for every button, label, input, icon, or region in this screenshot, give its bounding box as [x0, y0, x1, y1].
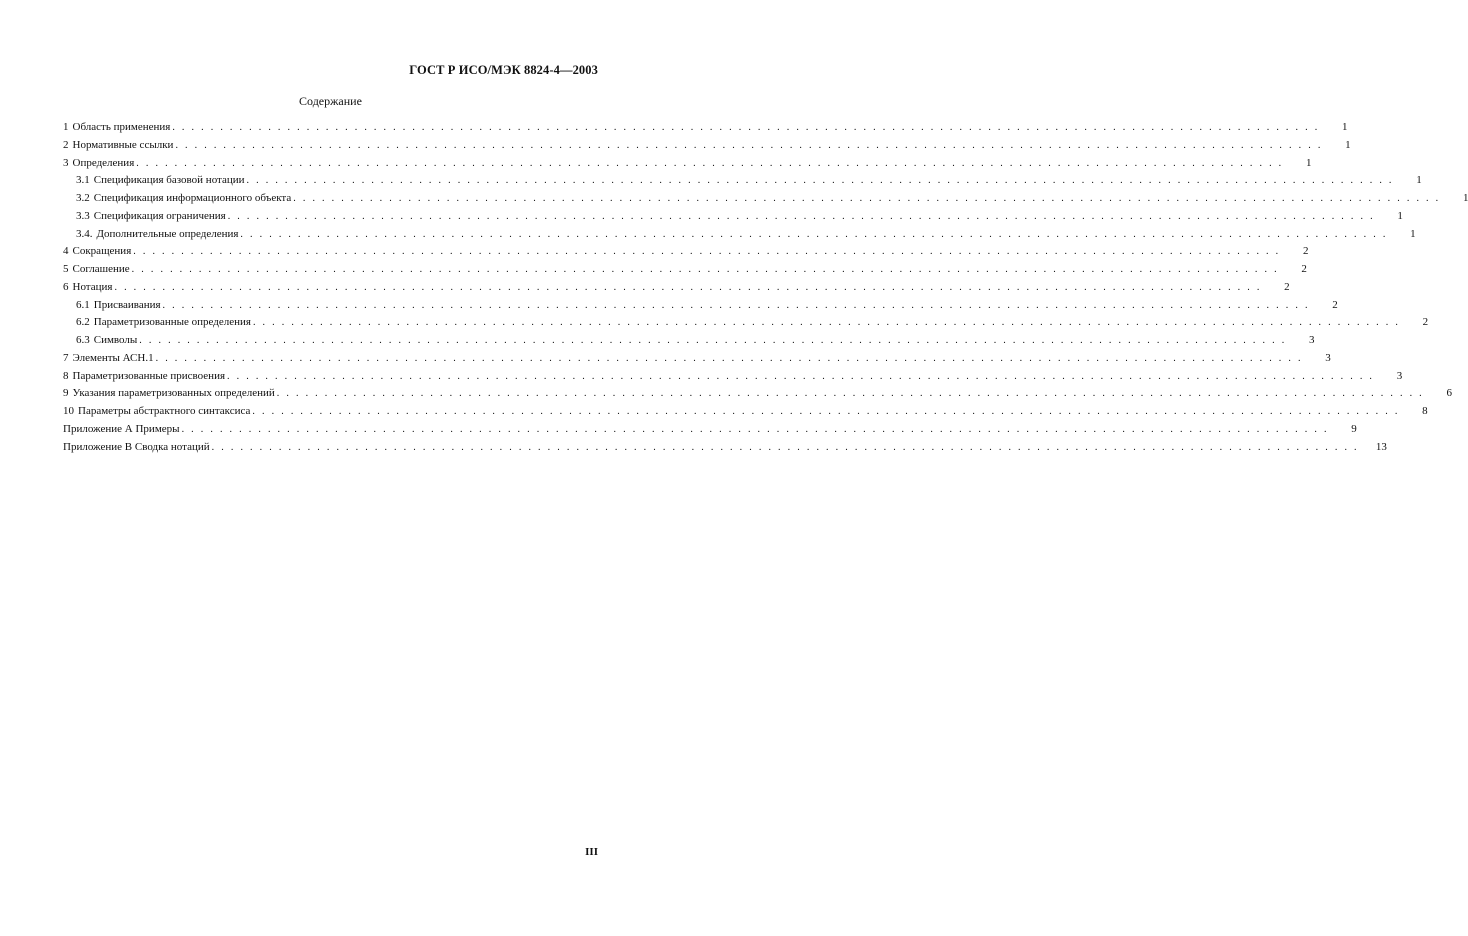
toc-entry-number: 1	[63, 121, 69, 133]
dot-leader: . . . . . . . . . . . . . . . . . . . . . . . . . . . . . . . . . . . . . . . . . . . . . . . . . . . . . . . . . . . . . . . . . . . . . . . . . . . . . . . . . . . . . . . . . . . . . . . . . . . . . . . . . . . . . . . . . . . . . . . .	[114, 281, 1262, 293]
toc-entry[interactable]	[63, 403, 1428, 421]
toc-entry-title: Определения	[72, 156, 135, 169]
toc-entry-title: Нормативные ссылки	[72, 138, 174, 151]
toc-entry-title: Дополнительные определения	[96, 227, 239, 240]
toc-entry-number: 6.3	[76, 334, 90, 346]
toc-entry-page: 1	[1397, 209, 1403, 222]
toc-entry-page: 1	[1342, 121, 1348, 133]
toc-entry[interactable]	[63, 421, 1357, 439]
toc-entry-page: 3	[1325, 351, 1331, 364]
toc-entry-page: 1	[1410, 227, 1416, 240]
toc-subentry[interactable]	[63, 314, 1429, 332]
dot-leader: . . . . . . . . . . . . . . . . . . . . . . . . . . . . . . . . . . . . . . . . . . . . . . . . . . . . . . . . . . . . . . . . . . . . . . . . . . . . . . . . . . . . . . . . . . . . . . . . . . . . . . . . . . . . . . . . . . . . . . . .	[252, 317, 1401, 329]
toc-entry[interactable]	[63, 243, 1309, 261]
toc-subentry[interactable]	[63, 172, 1422, 190]
page-number: III	[585, 846, 598, 858]
toc-entry-number: 4	[63, 245, 69, 258]
dot-leader: . . . . . . . . . . . . . . . . . . . . . . . . . . . . . . . . . . . . . . . . . . . . . . . . . . . . . . . . . . . . . . . . . . . . . . . . . . . . . . . . . . . . . . . . . . . . . . . . . . . . . . . . . . . . . . . . . . . . . . . .	[136, 157, 1284, 169]
toc-entry-page: 2	[1284, 280, 1290, 293]
toc-entry-number: 3.4.	[76, 227, 93, 240]
toc-entry-page: 2	[1302, 245, 1309, 258]
toc-subentry[interactable]	[63, 297, 1338, 315]
toc-subentry[interactable]	[63, 190, 1468, 208]
toc-entry-title: Приложение А Примеры	[63, 422, 180, 435]
toc-entry-title: Спецификация ограничения	[93, 209, 226, 222]
toc-entry[interactable]	[63, 350, 1331, 368]
toc-entry[interactable]	[63, 119, 1348, 137]
toc-entry[interactable]	[63, 261, 1307, 279]
toc-entry-page: 8	[1422, 405, 1428, 417]
toc-entry-number: 10	[63, 405, 74, 417]
dot-leader: . . . . . . . . . . . . . . . . . . . . . . . . . . . . . . . . . . . . . . . . . . . . . . . . . . . . . . . . . . . . . . . . . . . . . . . . . . . . . . . . . . . . . . . . . . . . . . . . . . . . . . . . . . . . . . . . . . . . . . . .	[276, 388, 1424, 400]
toc-entry-title: Параметры абстрактного синтаксиса	[78, 405, 251, 417]
toc-entry[interactable]	[63, 137, 1351, 155]
document-header: ГОСТ Р ИСО/МЭК 8824-4—2003	[409, 63, 598, 77]
toc-entry-page: 3	[1309, 334, 1315, 346]
toc-entry[interactable]	[63, 279, 1290, 297]
toc-entry-number: 6.2	[76, 316, 90, 329]
dot-leader: . . . . . . . . . . . . . . . . . . . . . . . . . . . . . . . . . . . . . . . . . . . . . . . . . . . . . . . . . . . . . . . . . . . . . . . . . . . . . . . . . . . . . . . . . . . . . . . . . . . . . . . . . . . . . . . . . . . . . . . .	[181, 423, 1329, 435]
toc-entry-page: 13	[1375, 440, 1387, 453]
toc-entry-title: Приложение В Сводка нотаций	[63, 440, 210, 453]
dot-leader: . . . . . . . . . . . . . . . . . . . . . . . . . . . . . . . . . . . . . . . . . . . . . . . . . . . . . . . . . . . . . . . . . . . . . . . . . . . . . . . . . . . . . . . . . . . . . . . . . . . . . . . . . . . . . . . . . . . . . . . .	[293, 193, 1441, 204]
toc-entry-page: 3	[1396, 369, 1403, 382]
toc-entry-number: 5	[63, 263, 69, 275]
dot-leader: . . . . . . . . . . . . . . . . . . . . . . . . . . . . . . . . . . . . . . . . . . . . . . . . . . . . . . . . . . . . . . . . . . . . . . . . . . . . . . . . . . . . . . . . . . . . . . . . . . . . . . . . . . . . . . . . . . . . . . . .	[252, 406, 1400, 417]
table-of-contents	[63, 119, 1468, 456]
dot-leader: . . . . . . . . . . . . . . . . . . . . . . . . . . . . . . . . . . . . . . . . . . . . . . . . . . . . . . . . . . . . . . . . . . . . . . . . . . . . . . . . . . . . . . . . . . . . . . . . . . . . . . . . . . . . . . . . . . . . . . . .	[227, 210, 1375, 222]
toc-entry-number: 6	[63, 280, 69, 293]
toc-entry-title: Спецификация базовой нотации	[93, 174, 245, 187]
toc-entry-title: Элементы АСН.1	[72, 351, 154, 364]
toc-entry-page: 1	[1305, 156, 1312, 169]
dot-leader: . . . . . . . . . . . . . . . . . . . . . . . . . . . . . . . . . . . . . . . . . . . . . . . . . . . . . . . . . . . . . . . . . . . . . . . . . . . . . . . . . . . . . . . . . . . . . . . . . . . . . . . . . . . . . . . . . . . . . . . .	[175, 139, 1323, 151]
dot-leader: . . . . . . . . . . . . . . . . . . . . . . . . . . . . . . . . . . . . . . . . . . . . . . . . . . . . . . . . . . . . . . . . . . . . . . . . . . . . . . . . . . . . . . . . . . . . . . . . . . . . . . . . . . . . . . . . . . . . . . . .	[162, 299, 1310, 311]
toc-subentry[interactable]	[63, 208, 1403, 226]
dot-leader: . . . . . . . . . . . . . . . . . . . . . . . . . . . . . . . . . . . . . . . . . . . . . . . . . . . . . . . . . . . . . . . . . . . . . . . . . . . . . . . . . . . . . . . . . . . . . . . . . . . . . . . . . . . . . . . . . . . . . . . .	[131, 264, 1279, 275]
toc-entry-page: 1	[1462, 192, 1468, 204]
toc-subentry[interactable]	[63, 226, 1416, 244]
toc-entry-page: 6	[1446, 387, 1452, 400]
toc-entry-title: Параметризованные присвоения	[72, 369, 226, 382]
dot-leader: . . . . . . . . . . . . . . . . . . . . . . . . . . . . . . . . . . . . . . . . . . . . . . . . . . . . . . . . . . . . . . . . . . . . . . . . . . . . . . . . . . . . . . . . . . . . . . . . . . . . . . . . . . . . . . . . . . . . . . . .	[172, 122, 1320, 133]
toc-entry-title: Область применения	[72, 121, 171, 133]
toc-entry-number: 3.3	[76, 209, 90, 222]
toc-entry-number: 9	[63, 387, 69, 400]
toc-title: Содержание	[299, 94, 362, 108]
toc-entry-number: 6.1	[76, 298, 90, 311]
toc-entry-page: 1	[1416, 174, 1422, 187]
toc-entry-number: 3.1	[76, 174, 90, 187]
dot-leader: . . . . . . . . . . . . . . . . . . . . . . . . . . . . . . . . . . . . . . . . . . . . . . . . . . . . . . . . . . . . . . . . . . . . . . . . . . . . . . . . . . . . . . . . . . . . . . . . . . . . . . . . . . . . . . . . . . . . . . . .	[211, 441, 1359, 453]
dot-leader: . . . . . . . . . . . . . . . . . . . . . . . . . . . . . . . . . . . . . . . . . . . . . . . . . . . . . . . . . . . . . . . . . . . . . . . . . . . . . . . . . . . . . . . . . . . . . . . . . . . . . . . . . . . . . . . . . . . . . . . .	[227, 370, 1375, 382]
dot-leader: . . . . . . . . . . . . . . . . . . . . . . . . . . . . . . . . . . . . . . . . . . . . . . . . . . . . . . . . . . . . . . . . . . . . . . . . . . . . . . . . . . . . . . . . . . . . . . . . . . . . . . . . . . . . . . . . . . . . . . . .	[155, 352, 1303, 364]
toc-entry-number: 3	[63, 156, 69, 169]
toc-entry-title: Соглашение	[72, 263, 130, 275]
toc-entry-number: 3.2	[76, 192, 90, 204]
dot-leader: . . . . . . . . . . . . . . . . . . . . . . . . . . . . . . . . . . . . . . . . . . . . . . . . . . . . . . . . . . . . . . . . . . . . . . . . . . . . . . . . . . . . . . . . . . . . . . . . . . . . . . . . . . . . . . . . . . . . . . . .	[139, 335, 1287, 346]
toc-entry[interactable]	[63, 368, 1403, 386]
toc-entry-title: Спецификация информационного объекта	[93, 192, 292, 204]
dot-leader: . . . . . . . . . . . . . . . . . . . . . . . . . . . . . . . . . . . . . . . . . . . . . . . . . . . . . . . . . . . . . . . . . . . . . . . . . . . . . . . . . . . . . . . . . . . . . . . . . . . . . . . . . . . . . . . . . . . . . . . .	[133, 246, 1281, 258]
toc-entry-title: Сокращения	[72, 245, 132, 258]
toc-entry[interactable]	[63, 439, 1387, 457]
toc-entry-title: Параметризованные определения	[93, 316, 251, 329]
toc-entry-number: 7	[63, 351, 69, 364]
toc-entry-title: Присваивания	[93, 298, 161, 311]
toc-subentry[interactable]	[63, 332, 1315, 350]
toc-entry-page: 2	[1301, 263, 1307, 275]
toc-entry-title: Символы	[93, 334, 138, 346]
toc-entry-page: 1	[1345, 138, 1351, 151]
dot-leader: . . . . . . . . . . . . . . . . . . . . . . . . . . . . . . . . . . . . . . . . . . . . . . . . . . . . . . . . . . . . . . . . . . . . . . . . . . . . . . . . . . . . . . . . . . . . . . . . . . . . . . . . . . . . . . . . . . . . . . . .	[246, 175, 1394, 187]
toc-entry-page: 9	[1351, 422, 1357, 435]
toc-entry-title: Указания параметризованных определений	[72, 387, 275, 400]
dot-leader: . . . . . . . . . . . . . . . . . . . . . . . . . . . . . . . . . . . . . . . . . . . . . . . . . . . . . . . . . . . . . . . . . . . . . . . . . . . . . . . . . . . . . . . . . . . . . . . . . . . . . . . . . . . . . . . . . . . . . . . .	[240, 228, 1388, 240]
toc-entry-page: 2	[1332, 298, 1338, 311]
toc-entry-number: 8	[63, 369, 69, 382]
toc-entry[interactable]	[63, 385, 1452, 403]
toc-entry-page: 2	[1422, 316, 1429, 329]
toc-entry-title: Нотация	[72, 280, 113, 293]
toc-entry-number: 2	[63, 138, 69, 151]
toc-entry[interactable]	[63, 155, 1312, 173]
